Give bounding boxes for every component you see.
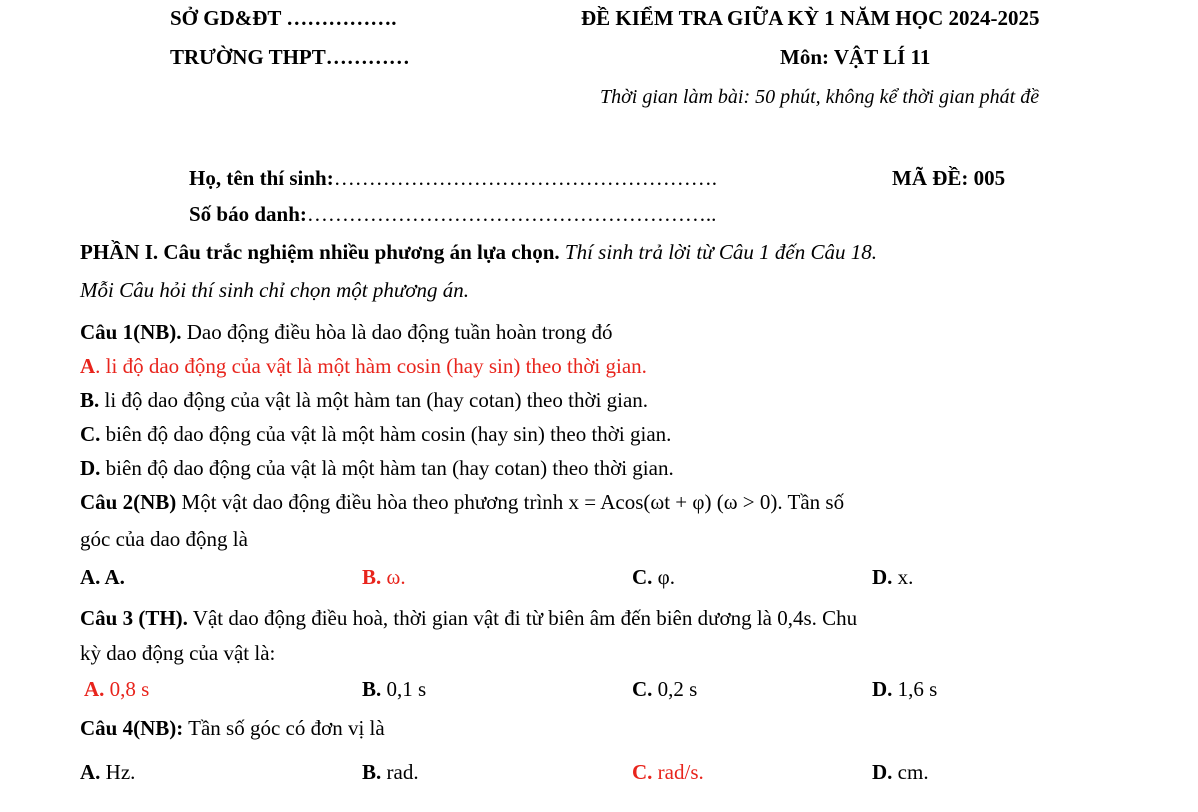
candidate-name-line xyxy=(189,166,717,191)
school-label: TRƯỜNG THPT………… xyxy=(170,45,410,69)
question-2-label: Câu 2(NB) xyxy=(80,490,177,514)
candidate-id-dots: ………………………………………………….. xyxy=(306,202,717,226)
q4-option-b-text: rad. xyxy=(381,760,419,784)
part1-instruction-2: Mỗi Câu hỏi thí sinh chỉ chọn một phương án. xyxy=(80,278,469,302)
question-1 xyxy=(80,320,613,345)
q1-option-b-text: li độ dao động của vật là một hàm tan (hay cotan) theo thời gian. xyxy=(99,388,649,412)
q1-option-c-key: C. xyxy=(80,422,101,446)
subject-label: Môn: VẬT LÍ 11 xyxy=(780,45,931,69)
q1-option-b-key: B. xyxy=(80,388,100,412)
candidate-id-line xyxy=(189,202,716,227)
q3-option-c xyxy=(632,677,697,702)
question-3 xyxy=(80,606,857,631)
candidate-name-label: Họ, tên thí sinh: xyxy=(189,166,334,190)
q3-option-d-text: 1,6 s xyxy=(892,677,938,701)
q1-option-a-key: A xyxy=(80,354,96,378)
q2-option-d xyxy=(872,565,913,590)
q4-option-b-key: B. xyxy=(362,760,382,784)
question-3-text: Vật dao động điều hoà, thời gian vật đi từ biên âm đến biên dương là 0,4s. Chu xyxy=(187,606,858,630)
q2-option-c-text: φ. xyxy=(652,565,676,589)
q3-option-c-text: 0,2 s xyxy=(652,677,698,701)
q3-option-d xyxy=(872,677,937,702)
part1-instruction: Thí sinh trả lời từ Câu 1 đến Câu 18. xyxy=(559,240,877,264)
q1-option-d-key: D. xyxy=(80,456,101,480)
question-4 xyxy=(80,716,385,741)
q4-option-a xyxy=(80,760,135,785)
time-note: Thời gian làm bài: 50 phút, không kể thời gian phát đề xyxy=(600,86,1040,108)
q4-option-c-text: rad/s. xyxy=(652,760,704,784)
q1-option-d xyxy=(80,456,674,481)
q2-option-b-text: ω. xyxy=(381,565,406,589)
q2-option-c-key: C. xyxy=(632,565,653,589)
q3-option-a-key: A. xyxy=(84,677,105,701)
q2-option-b-key: B. xyxy=(362,565,382,589)
q4-option-d-text: cm. xyxy=(892,760,929,784)
q3-option-a-text: 0,8 s xyxy=(104,677,150,701)
q3-option-b-key: B. xyxy=(362,677,382,701)
q4-option-d-key: D. xyxy=(872,760,893,784)
q1-option-d-text: biên độ dao động của vật là một hàm tan (hay cotan) theo thời gian. xyxy=(100,456,674,480)
q1-option-c-text: biên độ dao động của vật là một hàm cosin (hay sin) theo thời gian. xyxy=(100,422,672,446)
q3-option-b xyxy=(362,677,426,702)
q2-option-b xyxy=(362,565,406,590)
q1-option-a-text: . li độ dao động của vật là một hàm cosin (hay sin) theo thời gian. xyxy=(95,354,647,378)
candidate-id-label: Số báo danh: xyxy=(189,202,307,226)
part1-title: PHẦN I. Câu trắc nghiệm nhiều phương án lựa chọn. xyxy=(80,240,560,264)
question-2 xyxy=(80,490,844,515)
q3-option-d-key: D. xyxy=(872,677,893,701)
question-1-text: Dao động điều hòa là dao động tuần hoàn trong đó xyxy=(181,320,613,344)
candidate-name-dots: ………………………………………………. xyxy=(333,166,717,190)
q4-option-b xyxy=(362,760,419,785)
q4-option-d xyxy=(872,760,929,785)
q3-option-b-text: 0,1 s xyxy=(381,677,427,701)
question-2-text: Một vật dao động điều hòa theo phương trình x = Acos(ωt + φ) (ω > 0). Tần số xyxy=(176,490,845,514)
q2-option-a: A. A. xyxy=(80,565,125,589)
q1-option-b xyxy=(80,388,648,413)
question-3-text-cont: kỳ dao động của vật là: xyxy=(80,641,276,665)
q3-option-a xyxy=(84,677,149,702)
q3-option-c-key: C. xyxy=(632,677,653,701)
question-1-label: Câu 1(NB). xyxy=(80,320,182,344)
question-4-label: Câu 4(NB): xyxy=(80,716,184,740)
q1-option-a xyxy=(80,354,647,379)
q2-option-c xyxy=(632,565,675,590)
question-3-label: Câu 3 (TH). xyxy=(80,606,188,630)
q1-option-c xyxy=(80,422,671,447)
department-label: SỞ GD&ĐT ……………. xyxy=(170,6,397,30)
exam-code: MÃ ĐỀ: 005 xyxy=(892,166,1006,190)
q4-option-a-key: A. xyxy=(80,760,101,784)
q4-option-c xyxy=(632,760,704,785)
exam-title: ĐỀ KIỂM TRA GIỮA KỲ 1 NĂM HỌC 2024-2025 xyxy=(581,6,1040,30)
question-2-text-cont: góc của dao động là xyxy=(80,527,248,551)
question-4-text: Tần số góc có đơn vị là xyxy=(183,716,385,740)
q4-option-a-text: Hz. xyxy=(100,760,136,784)
part1-heading xyxy=(80,240,877,265)
q2-option-d-text: x. xyxy=(892,565,914,589)
q2-option-d-key: D. xyxy=(872,565,893,589)
q4-option-c-key: C. xyxy=(632,760,653,784)
